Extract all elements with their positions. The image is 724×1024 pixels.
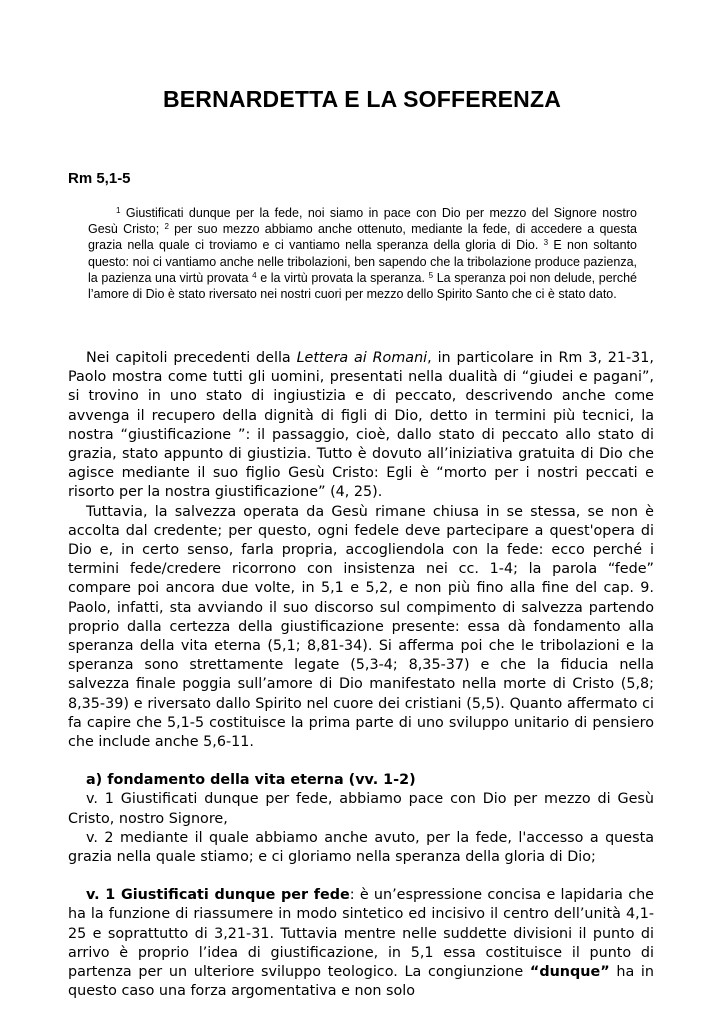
section-heading: a) fondamento della vita eterna (vv. 1-2) <box>86 772 416 789</box>
verse-number: 3 <box>543 238 549 248</box>
verse-line: v. 2 mediante il quale abbiamo anche avuto, per la fede, l'accesso a questa grazia nella quale stiamo; e ci gloriamo nella speranza della gloria di Dio; <box>68 829 654 866</box>
paragraph <box>68 886 654 1001</box>
body-text <box>68 349 654 1002</box>
quote-text <box>88 205 637 302</box>
verse-number: 1 <box>116 206 121 215</box>
bold-phrase: v. 1 Giustificati dunque per fede <box>86 887 350 904</box>
scripture-reference: Rm 5,1-5 <box>68 170 131 187</box>
verse-number: 5 <box>428 270 434 280</box>
verse-text: e la virtù provata la speranza. <box>256 270 429 285</box>
verse-text: E non soltanto questo: noi ci vantiamo anche nelle tribolazioni, ben sapendo che la tribolazione produce pazienza, la pazienza una virtù provata <box>88 238 637 285</box>
paragraph-text: , in particolare in Rm 3, 21-31, Paolo mostra come tutti gli uomini, presentati nella dualità di “giudei e pagani”, si trovino in uno stato di ingiustizia e di peccato, descrivendo anche come avvenga il recupero della dignità di figli di Dio, detto in termini più tecnici, la nostra “giustificazione ”: il passaggio, cioè, dallo stato di peccato allo stato di grazia, stato appunto di giustizia. Tutto è dovuto all’iniziativa gratuita di Dio che agisce mediante il suo figlio Gesù Cristo: Egli è “morto per i nostri peccati e risorto per la nostra giustificazione” (4, 25). <box>68 350 654 501</box>
paragraph: Tuttavia, la salvezza operata da Gesù rimane chiusa in se stessa, se non è accolta dal credente; per questo, ogni fedele deve partecipare a quest'opera di Dio e, in certo senso, farla propria, accogliendola con la fede: ecco perché i termini fede/credere ricorrono con insistenza nei cc. 1-4; la parola “fede” compare poi ancora due volte, in 5,1 e 5,2, e non più fino alla fine del cap. 9. Paolo, infatti, sta avviando il suo discorso sul compimento di salvezza partendo proprio dalla certezza della giustificazione presente: essa dà fondamento alla speranza della vita eterna (5,1; 8,81-34). Si afferma poi che le tribolazioni e la speranza sono strettamente legate (5,3-4; 8,35-37) e che la fiducia nella salvezza finale poggia sull’amore di Dio manifestato nella morte di Cristo (5,8; 8,35-39) e riversato dallo Spirito nel cuore dei cristiani (5,5). Quanto affermato ci fa capire che 5,1-5 costituisce la prima parte di uno sviluppo unitario di pensiero che include anche 5,6-11. <box>68 503 654 751</box>
page-title: BERNARDETTA E LA SOFFERENZA <box>162 86 562 112</box>
verse-text: per suo mezzo abbiamo anche ottenuto, mediante la fede, di accedere a questa grazia nella quale ci troviamo e ci vantiamo nella speranza della gloria di Dio. <box>88 222 638 253</box>
scripture-quote <box>88 205 637 302</box>
paragraph <box>68 349 654 503</box>
italic-title: Lettera ai Romani <box>296 350 428 366</box>
verse-text: Giustificati dunque per la fede, noi siamo in pace con Dio per mezzo del Signore nostro Gesù Cristo; <box>88 206 637 237</box>
bold-phrase: “dunque” <box>529 964 610 981</box>
verse-number: 2 <box>164 222 169 232</box>
paragraph-text: : è un’espressione concisa e lapidaria che ha la funzione di riassumere in modo sintetico ed incisivo il centro dell’unità 4,1-25 e soprattutto di 3,21-31. Tuttavia mentre nelle suddette divisioni il punto di arrivo è proprio l’idea di giustificazione, in 5,1 essa costituisce il punto di partenza per un ulteriore sviluppo teologico. La congiunzione <box>68 887 654 981</box>
verse-number: 4 <box>252 270 257 280</box>
verse-text: La speranza poi non delude, perché l’amore di Dio è stato riversato nei nostri cuori per mezzo dello Spirito Santo che ci è stato dato. <box>88 270 637 302</box>
paragraph-text: Nei capitoli precedenti della <box>86 350 297 366</box>
paragraph-text: ha in questo caso una forza argomentativa e non solo <box>68 964 655 1000</box>
verse-line: v. 1 Giustificati dunque per fede, abbiamo pace con Dio per mezzo di Gesù Cristo, nostro Signore, <box>68 791 654 827</box>
